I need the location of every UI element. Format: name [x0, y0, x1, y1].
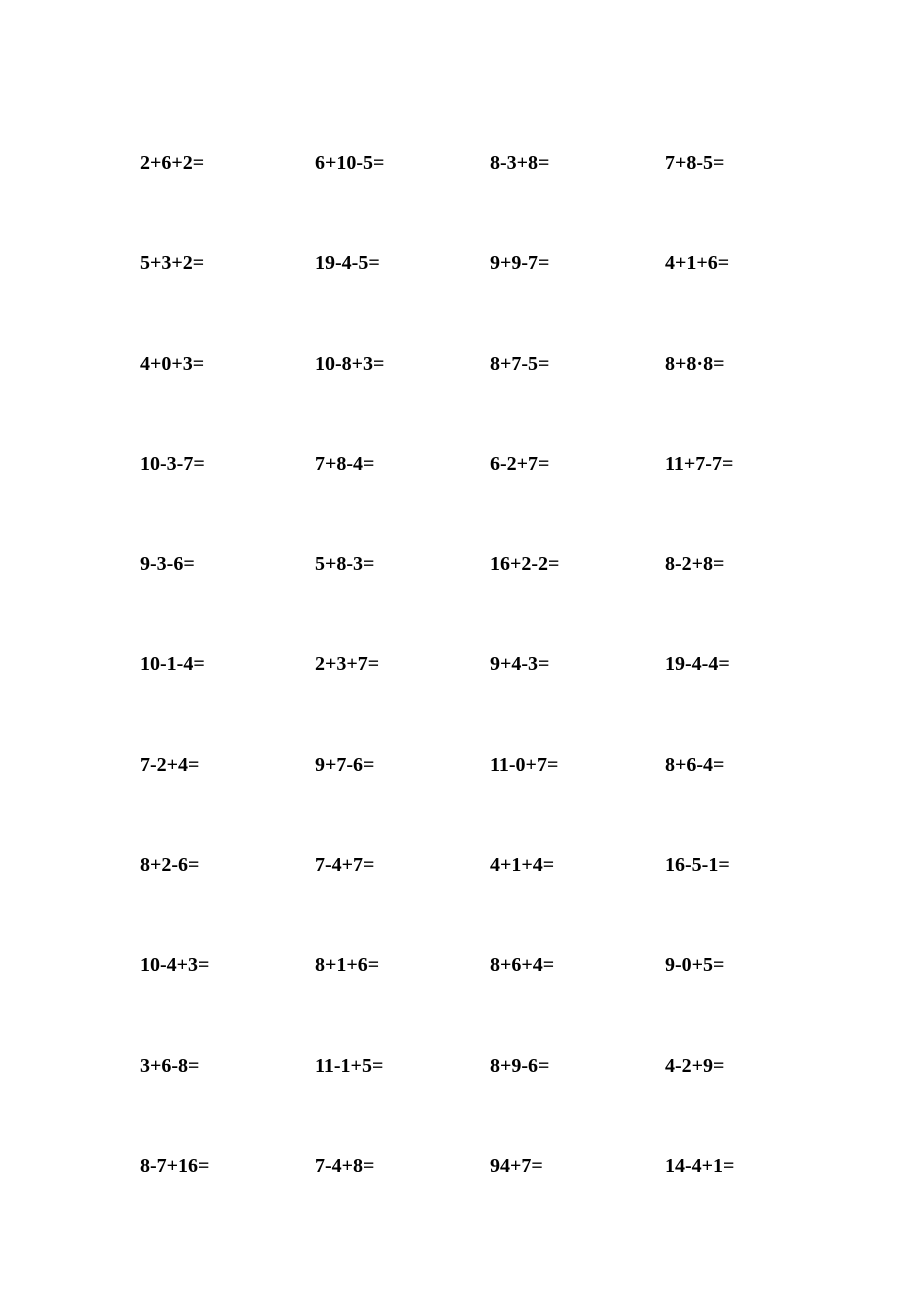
- math-problem: 94+7=: [490, 1154, 543, 1177]
- math-problem: 2+6+2=: [140, 152, 205, 174]
- math-problem: 10-3-7=: [140, 452, 205, 475]
- problem-row: [140, 246, 840, 346]
- problem-row: [140, 848, 840, 948]
- problem-row: [140, 447, 840, 547]
- problem-row: [140, 1149, 840, 1249]
- math-problem: 11-0+7=: [490, 753, 559, 776]
- math-problem: 19-4-4=: [665, 653, 730, 676]
- math-problem: 9+9-7=: [490, 252, 550, 275]
- math-problem: 10-4+3=: [140, 954, 210, 977]
- math-problem: 16+2-2=: [490, 553, 560, 576]
- math-problem: 7+8-5=: [665, 152, 725, 174]
- math-problem: 9-0+5=: [665, 954, 725, 977]
- problem-row: [140, 948, 840, 1048]
- problem-row: [140, 146, 840, 246]
- math-problem: 8+6-4=: [665, 753, 725, 776]
- problem-row: [140, 347, 840, 447]
- math-problem: 8+1+6=: [315, 954, 380, 977]
- math-problem: 2+3+7=: [315, 653, 380, 676]
- math-problem: 7-4+7=: [315, 854, 375, 877]
- math-problem: 14-4+1=: [665, 1154, 735, 1177]
- math-problem: 11+7-7=: [665, 452, 734, 475]
- math-problem: 5+8-3=: [315, 553, 375, 576]
- problem-row: [140, 1049, 840, 1149]
- math-problem: 4-2+9=: [665, 1054, 725, 1077]
- math-problem: 16-5-1=: [665, 854, 730, 877]
- math-problem: 7-2+4=: [140, 753, 200, 776]
- problem-row: [140, 547, 840, 647]
- math-problem: 11-1+5=: [315, 1054, 384, 1077]
- math-problem: 10-1-4=: [140, 653, 205, 676]
- math-problem: 8+6+4=: [490, 954, 555, 977]
- math-problem: 8+2-6=: [140, 854, 200, 877]
- problem-grid: [140, 146, 840, 1249]
- math-problem: 8+9-6=: [490, 1054, 550, 1077]
- math-problem: 4+1+6=: [665, 252, 730, 275]
- math-problem: 4+1+4=: [490, 854, 555, 877]
- math-problem: 9-3-6=: [140, 553, 195, 576]
- math-problem: 8-3+8=: [490, 152, 550, 174]
- math-problem: 9+7-6=: [315, 753, 375, 776]
- math-problem: 8-2+8=: [665, 553, 725, 576]
- problem-row: [140, 647, 840, 747]
- math-problem: 6-2+7=: [490, 452, 550, 475]
- math-problem: 7-4+8=: [315, 1154, 375, 1177]
- math-problem: 9+4-3=: [490, 653, 550, 676]
- math-problem: 19-4-5=: [315, 252, 380, 275]
- math-problem: 8-7+16=: [140, 1154, 210, 1177]
- math-problem: 7+8-4=: [315, 452, 375, 475]
- math-problem: 6+10-5=: [315, 152, 385, 174]
- math-problem: 4+0+3=: [140, 352, 205, 375]
- math-problem: 8+7-5=: [490, 352, 550, 375]
- math-problem: 5+3+2=: [140, 252, 205, 275]
- math-problem: 8+8·8=: [665, 352, 725, 375]
- math-problem: 10-8+3=: [315, 352, 385, 375]
- math-problem: 3+6-8=: [140, 1054, 200, 1077]
- problem-row: [140, 748, 840, 848]
